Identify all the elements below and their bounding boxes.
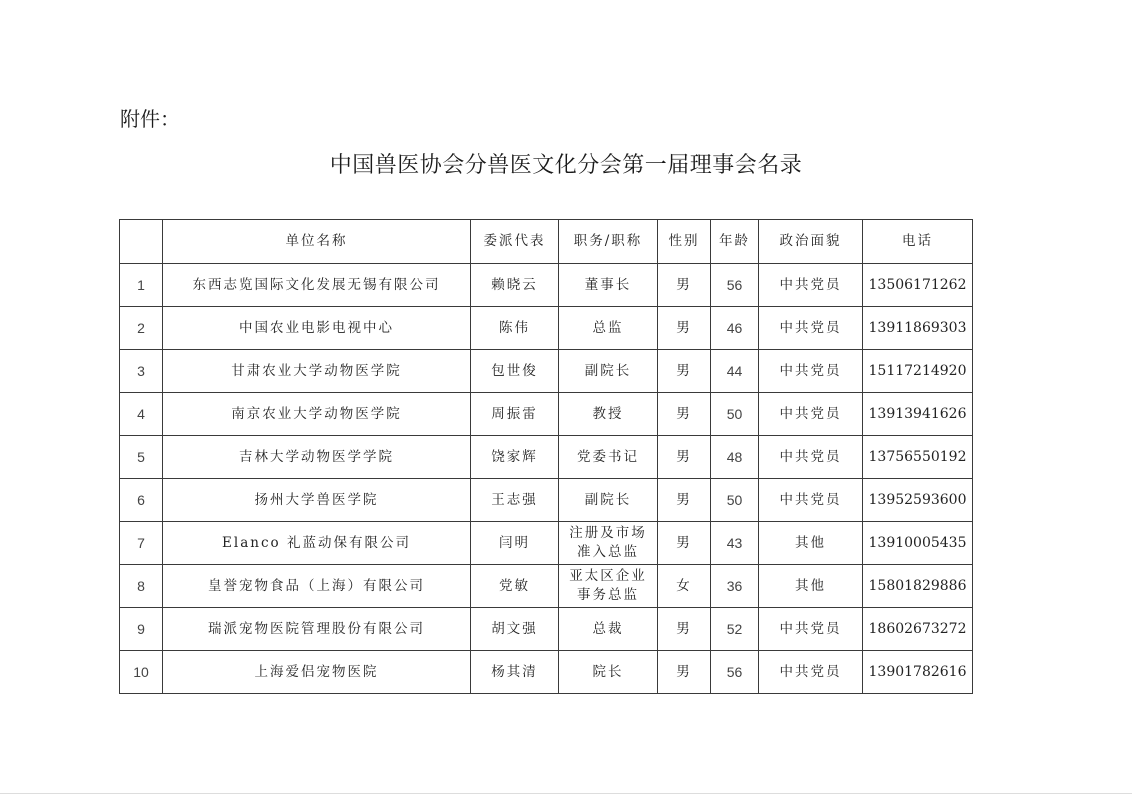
cell-no: [120, 350, 163, 393]
cell-no-text: 7: [137, 534, 145, 551]
cell-org: [163, 608, 471, 651]
cell-no: [120, 522, 163, 565]
cell-no-text: 9: [137, 620, 145, 637]
cell-gender-text: 男: [676, 448, 692, 465]
cell-gender-text: 男: [676, 362, 692, 379]
cell-age: [711, 436, 759, 479]
cell-gender-text: 男: [676, 534, 692, 551]
cell-org: [163, 565, 471, 608]
cell-org: [163, 307, 471, 350]
cell-org-text: 吉林大学动物医学学院: [239, 448, 394, 465]
cell-gender: [658, 264, 711, 307]
cell-rep: [471, 651, 559, 694]
cell-org-text: 皇誉宠物食品（上海）有限公司: [208, 577, 425, 594]
cell-title: [559, 307, 658, 350]
cell-political-text: 中共党员: [779, 362, 842, 379]
cell-title-text: 院长: [592, 663, 624, 680]
cell-title-text: 注册及市场: [569, 525, 647, 541]
cell-title-line2: 事务总监: [577, 587, 639, 603]
cell-age-text: 52: [726, 620, 743, 637]
cell-title: [559, 565, 658, 608]
cell-rep-text: 胡文强: [491, 620, 538, 637]
cell-gender: [658, 350, 711, 393]
cell-rep-text: 杨其清: [491, 663, 538, 680]
cell-org: [163, 436, 471, 479]
cell-age-text: 43: [726, 534, 743, 551]
cell-age: [711, 350, 759, 393]
cell-gender-text: 男: [676, 276, 692, 293]
cell-no: [120, 651, 163, 694]
cell-phone: [863, 307, 973, 350]
header-org: 单位名称: [163, 220, 471, 264]
cell-title: [559, 393, 658, 436]
cell-political: [759, 608, 863, 651]
cell-phone-text: 15117214920: [868, 362, 967, 379]
cell-title: [559, 436, 658, 479]
cell-org: [163, 350, 471, 393]
cell-no-text: 2: [137, 319, 145, 336]
cell-gender: [658, 479, 711, 522]
header-title: 职务/职称: [559, 220, 658, 264]
header-gender: 性别: [658, 220, 711, 264]
cell-rep: [471, 608, 559, 651]
document-title: 中国兽医协会分兽医文化分会第一届理事会名录: [329, 153, 803, 178]
cell-political-text: 中共党员: [779, 448, 842, 465]
cell-phone-text: 15801829886: [868, 577, 967, 594]
cell-phone-text: 13901782616: [868, 663, 967, 680]
cell-age-text: 56: [726, 663, 743, 680]
cell-no-text: 5: [137, 448, 145, 465]
cell-phone-text: 13952593600: [868, 491, 967, 508]
cell-political: [759, 350, 863, 393]
table-row: [120, 307, 973, 350]
cell-title-text: 教授: [592, 405, 624, 422]
cell-age-text: 36: [726, 577, 743, 594]
cell-political: [759, 264, 863, 307]
cell-rep-text: 党敏: [499, 577, 530, 594]
attachment-label: 附件：: [120, 107, 180, 131]
cell-title: [559, 264, 658, 307]
cell-org: [163, 651, 471, 694]
cell-phone: [863, 522, 973, 565]
cell-phone: [863, 565, 973, 608]
cell-political: [759, 393, 863, 436]
cell-phone: [863, 608, 973, 651]
cell-title-text: 副院长: [584, 362, 632, 379]
cell-gender-text: 男: [676, 663, 692, 680]
cell-title-line2: 准入总监: [577, 544, 639, 560]
cell-gender: [658, 651, 711, 694]
cell-rep: [471, 350, 559, 393]
cell-no-text: 3: [137, 362, 145, 379]
cell-org-text: 扬州大学兽医学院: [254, 491, 379, 508]
cell-phone: [863, 651, 973, 694]
cell-phone-text: 13911869303: [868, 319, 967, 336]
cell-rep: [471, 307, 559, 350]
cell-rep-text: 饶家辉: [491, 448, 538, 465]
cell-org-text: 东西志览国际文化发展无锡有限公司: [192, 276, 441, 293]
cell-title-text: 亚太区企业: [569, 568, 647, 584]
cell-rep: [471, 479, 559, 522]
cell-title: [559, 479, 658, 522]
cell-age-text: 50: [726, 491, 743, 508]
council-member-table: [119, 219, 973, 694]
cell-rep-text: 闫明: [499, 534, 530, 551]
cell-political-text: 中共党员: [779, 491, 842, 508]
cell-no-text: 8: [137, 577, 145, 594]
cell-political-text: 其他: [795, 577, 826, 594]
cell-title: [559, 651, 658, 694]
cell-political-text: 中共党员: [779, 663, 842, 680]
cell-age-text: 46: [726, 319, 743, 336]
cell-phone: [863, 350, 973, 393]
cell-title-text: 董事长: [584, 276, 632, 293]
cell-title: [559, 522, 658, 565]
cell-political-text: 中共党员: [779, 276, 842, 293]
cell-gender: [658, 608, 711, 651]
cell-political-text: 中共党员: [779, 319, 842, 336]
table-row: [120, 479, 973, 522]
cell-gender-text: 男: [676, 620, 692, 637]
cell-no: [120, 307, 163, 350]
cell-phone: [863, 264, 973, 307]
cell-org-text: 甘肃农业大学动物医学院: [231, 362, 402, 379]
cell-rep: [471, 436, 559, 479]
cell-org: [163, 479, 471, 522]
cell-political: [759, 436, 863, 479]
cell-gender: [658, 436, 711, 479]
cell-gender-text: 女: [676, 577, 692, 594]
cell-political: [759, 479, 863, 522]
cell-rep: [471, 393, 559, 436]
cell-political: [759, 522, 863, 565]
cell-no-text: 10: [133, 663, 149, 680]
cell-rep-text: 包世俊: [491, 362, 538, 379]
cell-phone-text: 18602673272: [868, 620, 967, 637]
cell-gender: [658, 522, 711, 565]
cell-age: [711, 264, 759, 307]
cell-title: [559, 350, 658, 393]
cell-rep: [471, 264, 559, 307]
table-row: [120, 350, 973, 393]
cell-no-text: 6: [137, 491, 145, 508]
cell-title-text: 副院长: [584, 491, 632, 508]
cell-political-text: 中共党员: [779, 405, 842, 422]
header-no: [120, 220, 163, 264]
cell-no: [120, 608, 163, 651]
cell-age-text: 50: [726, 405, 743, 422]
cell-phone-text: 13756550192: [868, 448, 967, 465]
cell-rep-text: 王志强: [491, 491, 538, 508]
cell-title: [559, 608, 658, 651]
cell-age: [711, 608, 759, 651]
cell-gender-text: 男: [676, 319, 692, 336]
cell-org-text: Elanco 礼蓝动保有限公司: [222, 534, 411, 551]
cell-phone-text: 13910005435: [868, 534, 967, 551]
cell-age: [711, 565, 759, 608]
cell-title-text: 总裁: [592, 620, 624, 637]
table-row: [120, 651, 973, 694]
table-row: [120, 393, 973, 436]
scan-edge-line: [0, 793, 1132, 794]
cell-political: [759, 651, 863, 694]
cell-age-text: 56: [726, 276, 743, 293]
cell-org: [163, 393, 471, 436]
cell-age: [711, 307, 759, 350]
cell-org-text: 南京农业大学动物医学院: [231, 405, 402, 422]
cell-rep-text: 赖晓云: [491, 276, 538, 293]
cell-no: [120, 436, 163, 479]
cell-age: [711, 479, 759, 522]
cell-org: [163, 522, 471, 565]
header-age: 年龄: [711, 220, 759, 264]
cell-gender: [658, 307, 711, 350]
table-row: [120, 565, 973, 608]
cell-rep: [471, 522, 559, 565]
table-row: [120, 608, 973, 651]
cell-rep-text: 周振雷: [491, 405, 538, 422]
table-row: [120, 436, 973, 479]
cell-no: [120, 393, 163, 436]
cell-political: [759, 307, 863, 350]
cell-title-text: 总监: [592, 319, 624, 336]
cell-phone: [863, 436, 973, 479]
cell-org-text: 中国农业电影电视中心: [239, 319, 394, 336]
cell-phone-text: 13506171262: [868, 276, 967, 293]
table-row: [120, 264, 973, 307]
cell-age: [711, 393, 759, 436]
cell-no: [120, 479, 163, 522]
cell-phone-text: 13913941626: [868, 405, 967, 422]
cell-org-text: 上海爱侣宠物医院: [254, 663, 379, 680]
cell-gender-text: 男: [676, 491, 692, 508]
header-political: 政治面貌: [759, 220, 863, 264]
cell-title-text: 党委书记: [577, 448, 639, 465]
cell-no: [120, 565, 163, 608]
cell-political: [759, 565, 863, 608]
cell-phone: [863, 479, 973, 522]
cell-phone: [863, 393, 973, 436]
cell-age: [711, 651, 759, 694]
cell-gender: [658, 565, 711, 608]
cell-age-text: 44: [726, 362, 743, 379]
cell-org: [163, 264, 471, 307]
header-rep: 委派代表: [471, 220, 559, 264]
cell-age-text: 48: [726, 448, 743, 465]
table-row: [120, 522, 973, 565]
cell-gender: [658, 393, 711, 436]
cell-political-text: 其他: [795, 534, 826, 551]
cell-org-text: 瑞派宠物医院管理股份有限公司: [208, 620, 425, 637]
cell-no: [120, 264, 163, 307]
cell-political-text: 中共党员: [779, 620, 842, 637]
cell-no-text: 1: [137, 276, 145, 293]
cell-rep-text: 陈伟: [499, 319, 530, 336]
cell-rep: [471, 565, 559, 608]
header-phone: 电话: [863, 220, 973, 264]
table-header-row: [120, 220, 973, 264]
cell-gender-text: 男: [676, 405, 692, 422]
cell-age: [711, 522, 759, 565]
cell-no-text: 4: [137, 405, 145, 422]
